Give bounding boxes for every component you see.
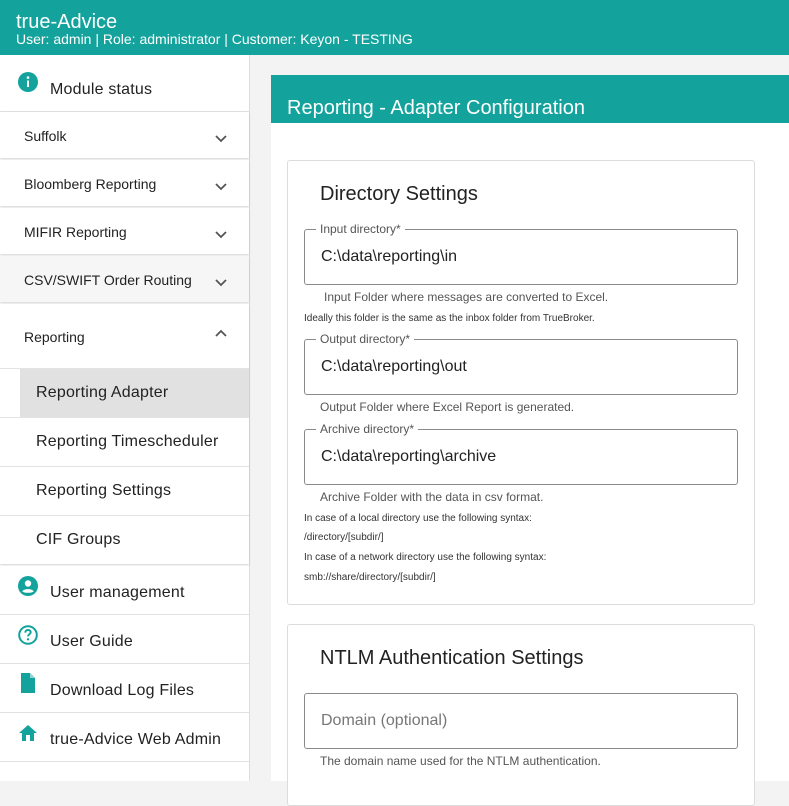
panel-reporting-header[interactable] (0, 304, 249, 368)
field-value: C:\data\reporting\in (321, 248, 458, 265)
card-header (271, 75, 789, 123)
panel-label: Bloomberg Reporting (24, 176, 157, 192)
user-icon (18, 576, 38, 596)
sidebar-item-label: Reporting Settings (36, 482, 172, 499)
panel-label: CSV/SWIFT Order Routing (24, 272, 192, 288)
field-label: Input directory* (316, 222, 405, 236)
user-info: User: admin | Role: administrator | Customer: Keyon - TESTING (16, 31, 413, 47)
adapter-configuration-card (271, 75, 789, 781)
sidebar-item-reporting-adapter[interactable] (0, 368, 249, 417)
sidebar-item-reporting-settings[interactable] (0, 466, 249, 515)
chevron-down-icon (214, 132, 228, 146)
sidebar-item-label: Module status (50, 81, 153, 98)
panel-suffolk[interactable] (0, 112, 249, 158)
output-directory-help: Output Folder where Excel Report is generated. (320, 400, 575, 414)
input-directory-help: Input Folder where messages are converted to Excel. (324, 290, 609, 304)
ntlm-settings-section (287, 624, 755, 806)
field-value: C:\data\reporting\out (321, 358, 467, 375)
syntax-note: In case of a local directory use the following syntax: (304, 513, 532, 524)
app-title: true-Advice (16, 11, 118, 33)
home-icon (18, 723, 38, 743)
directory-settings-section (287, 160, 755, 605)
sidebar-item-label: Reporting Adapter (36, 384, 169, 401)
sidebar-item-cif-groups[interactable] (0, 515, 249, 564)
archive-directory-field[interactable] (304, 422, 738, 485)
output-directory-field[interactable] (304, 332, 738, 395)
help-icon (18, 625, 38, 645)
sidebar-item-module-status[interactable] (0, 55, 249, 112)
panel-label: Suffolk (24, 128, 67, 144)
input-directory-note: Ideally this folder is the same as the inbox folder from TrueBroker. (304, 313, 595, 324)
chevron-down-icon (214, 228, 228, 242)
sidebar-item-user-management[interactable] (0, 566, 249, 615)
sidebar-item-label: Reporting Timescheduler (36, 433, 219, 450)
sidebar-item-download-log-files[interactable] (0, 664, 249, 713)
section-title: NTLM Authentication Settings (320, 647, 584, 669)
archive-directory-help: Archive Folder with the data in csv format. (320, 490, 544, 504)
sidebar-item-label: Download Log Files (50, 682, 195, 699)
info-icon (18, 72, 38, 92)
sidebar (0, 55, 250, 781)
field-label: Output directory* (316, 332, 414, 346)
section-title: Directory Settings (320, 183, 478, 205)
chevron-down-icon (214, 180, 228, 194)
panel-label: Reporting (24, 329, 85, 345)
field-label: Archive directory* (316, 422, 418, 436)
sidebar-item-web-admin[interactable] (0, 713, 249, 762)
chevron-up-icon (214, 326, 228, 340)
syntax-note: In case of a network directory use the following syntax: (304, 552, 547, 563)
syntax-note: /directory/[subdir/] (304, 532, 384, 543)
panel-csv-swift-order-routing[interactable] (0, 256, 249, 302)
field-value: C:\data\reporting\archive (321, 448, 497, 465)
panel-bloomberg-reporting[interactable] (0, 160, 249, 206)
domain-placeholder: Domain (optional) (321, 712, 448, 729)
page-title: Reporting - Adapter Configuration (287, 97, 585, 119)
app-header (0, 0, 789, 55)
domain-help: The domain name used for the NTLM authentication. (320, 754, 601, 768)
sidebar-item-label: User management (50, 584, 185, 601)
chevron-down-icon (214, 276, 228, 290)
sidebar-item-reporting-timescheduler[interactable] (0, 417, 249, 466)
sidebar-item-label: true-Advice Web Admin (50, 731, 222, 748)
domain-field[interactable] (304, 693, 738, 749)
panel-mifir-reporting[interactable] (0, 208, 249, 254)
panel-reporting (0, 304, 249, 564)
sidebar-item-label: User Guide (50, 633, 133, 650)
sidebar-item-user-guide[interactable] (0, 615, 249, 664)
input-directory-field[interactable] (304, 222, 738, 285)
syntax-note: smb://share/directory/[subdir/] (304, 572, 436, 583)
panel-label: MIFIR Reporting (24, 224, 127, 240)
sidebar-item-label: CIF Groups (36, 531, 121, 548)
file-icon (18, 673, 38, 693)
